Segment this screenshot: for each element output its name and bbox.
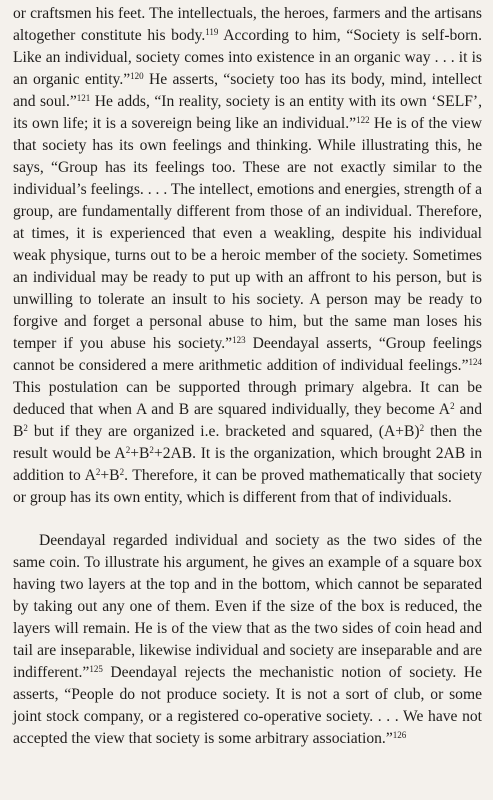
paragraph-2	[13, 530, 482, 750]
text-run: or craftsmen his feet. The intellectuals, the heroes, farmers and the artisans altogether constitute his body.	[13, 5, 482, 44]
footnote-ref: 2	[149, 445, 154, 455]
footnote-ref: 125	[89, 664, 103, 674]
text-run: +2AB. It is the organization, which brought 2AB in addition to A	[13, 445, 482, 484]
footnote-ref: 2	[450, 401, 455, 411]
text-run: He is of the view that society has its own feelings and thinking. While illustrating this, he says, “Group has its feelings too. These are not exactly similar to the individual’s feelings. . . . The intellect, emotions and energies, strength of a group, are fundamentally different from those of an individual. Therefore, at times, it is experienced that even a weakling, despite his individual weak physique, turns out to be a heroic member of the society. Sometimes an individual may be ready to put up with an affront to his person, but is unwilling to tolerate an insult to his society. A person may be ready to forgive and forget a personal abuse to him, but the same man loses his temper if you abuse his society.”	[13, 115, 482, 352]
footnote-ref: 2	[95, 467, 101, 477]
text-run: He adds, “In reality, society is an entity with its own ‘SELF’, its own life; it is a sovereign being like an individual.”	[13, 93, 482, 132]
footnote-ref: 119	[205, 27, 219, 37]
footnote-ref: 124	[468, 357, 482, 367]
text-run: but if they are organized i.e. bracketed and squared, (A+B)	[27, 423, 420, 440]
footnote-ref: 123	[232, 335, 246, 345]
text-run: +B	[100, 467, 120, 484]
text-run: and B	[13, 401, 483, 440]
text-run: Deendayal asserts, “Group feelings cannot be considered a mere arithmetic addition of individual feelings.”	[13, 335, 482, 374]
text-run: Deendayal rejects the mechanistic notion of society. He asserts, “People do not produce society. It is not a sort of club, or some joint stock company, or a registered co-operative society. . . . We have not accepted the view that society is some arbitrary association.”	[13, 664, 482, 747]
text-run: He asserts, “society too has its body, mind, intellect and soul.”	[13, 71, 483, 110]
paragraph-gap	[13, 509, 482, 530]
paragraph-1	[13, 3, 482, 509]
text-run: then the result would be A	[13, 423, 482, 462]
footnote-ref: 2	[125, 445, 131, 455]
text-run: Deendayal regarded individual and society as the two sides of the same coin. To illustrate his argument, he gives an example of a square box having two layers at the top and in the bottom, which cannot be separated by taking out any one of them. Even if the size of the box is reduced, the layers will remain. He is of the view that as the two sides of coin head and tail are inseparable, likewise individual and society are inseparable and are indifferent.”	[13, 532, 482, 681]
footnote-ref: 126	[392, 730, 407, 740]
text-run: According to him, “Society is self-born. Like an individual, society comes into existence in an organic way . . . it is an organic entity.”	[13, 27, 482, 88]
text-run: This postulation can be supported through primary algebra. It can be deduced that when A and B are squared individually, they become A	[13, 379, 482, 418]
footnote-ref: 2	[23, 423, 28, 433]
footnote-ref: 121	[76, 93, 91, 103]
footnote-ref: 120	[130, 71, 144, 81]
text-run: +B	[130, 445, 150, 462]
footnote-ref: 2	[119, 467, 125, 477]
text-run: . Therefore, it can be proved mathematically that society or group has its own entity, which is different from that of individuals.	[13, 467, 482, 506]
footnote-ref: 122	[356, 115, 370, 125]
footnote-ref: 2	[419, 423, 425, 433]
